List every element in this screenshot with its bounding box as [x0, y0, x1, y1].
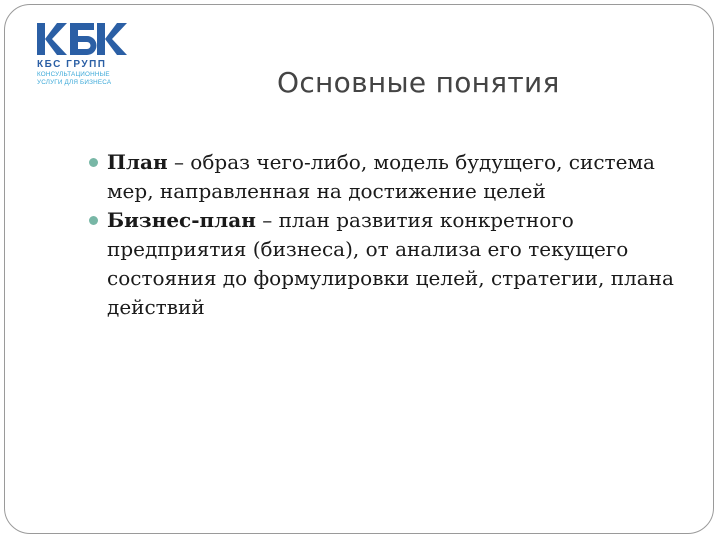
logo-letters-icon: [37, 21, 129, 57]
bullet-definition: – план развития конкретного предприятия (бизнеса), от анализа его текущего состояния до формулировки целей, стратегии, плана действий: [107, 208, 674, 319]
slide-title: Основные понятия: [277, 66, 560, 99]
logo-group-name: КБС ГРУПП: [37, 59, 107, 70]
bullet-dot-icon: [89, 216, 98, 225]
bullet-definition: – образ чего-либо, модель будущего, система мер, направленная на достижение целей: [107, 150, 655, 203]
company-logo: [37, 21, 137, 95]
bullet-list: [89, 148, 689, 322]
bullet-term: План: [107, 150, 168, 174]
bullet-item-plan: [89, 148, 689, 206]
logo-tagline-1: КОНСУЛЬТАЦИОННЫЕ: [37, 71, 110, 78]
bullet-term: Бизнес-план: [107, 208, 256, 232]
bullet-dot-icon: [89, 158, 98, 167]
bullet-item-business-plan: [89, 206, 689, 322]
logo-caption: [37, 59, 111, 86]
slide: [4, 4, 714, 534]
logo-tagline-2: УСЛУГИ ДЛЯ БИЗНЕСА: [37, 78, 112, 86]
